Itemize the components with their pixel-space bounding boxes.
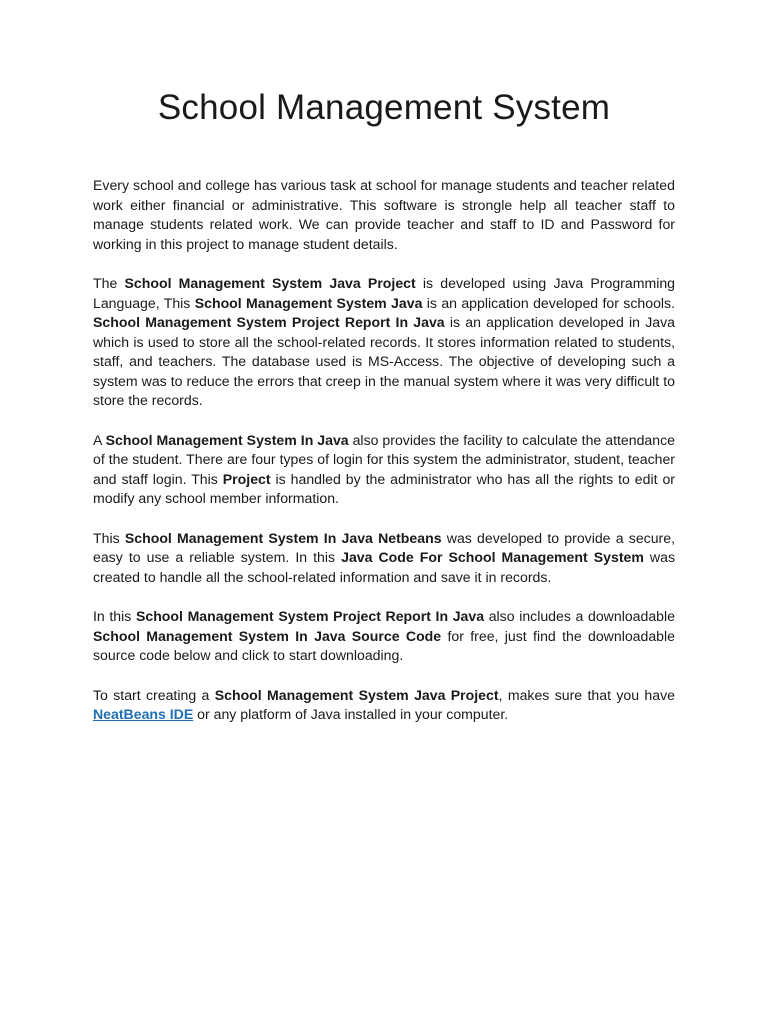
text-run: is an application developed in Java which is used to store all the school-related records. It stores information related to students, staff, and teachers. The database used is MS-Access. The objective of developing such a system was to reduce the errors that creep in the manual system where it was very difficult to store the records. [93,314,675,408]
text-run: , makes sure that you have [498,686,675,703]
text-run: In this [93,608,136,624]
text-run: The [93,275,125,291]
paragraph-getting-started [93,686,675,725]
text-run: also includes a downloadable [484,608,675,624]
text-run: is developed using Java Programming Language, This [93,275,676,311]
text-run: also provides the facility to calculate the attendance of the student. There are four types of login for this system the administrator, student, teacher and staff login. This [93,431,675,487]
paragraph-attendance [93,431,675,509]
text-run: To start creating a [93,686,215,703]
text-run: for free, just find the downloadable source code below and click to start downloading. [93,627,675,663]
bold-phrase: School Management System Java Project [214,686,499,703]
paragraph-java-project [93,274,675,411]
bold-phrase: School Management System Java [194,294,423,311]
bold-phrase: School Management System Project Report In Java [93,314,445,330]
paragraph-intro [93,176,675,254]
bold-phrase: School Management System In Java [105,431,349,448]
text-run: was developed to provide a secure, easy to use a reliable system. In this [93,529,676,565]
document-body [93,176,675,745]
text-run: is an application developed for schools. [422,294,676,311]
bold-phrase: Java Code For School Management System [341,549,644,565]
paragraph-source-code [93,607,675,666]
bold-phrase: School Management System Project Report In Java [135,608,485,624]
text-run: A [93,431,106,448]
page-title: School Management System [157,88,611,127]
bold-phrase: Project [222,470,271,487]
text-run: is handled by the administrator who has all the rights to edit or modify any school member information. [93,470,675,506]
text-run: was created to handle all the school-related information and save it in records. [93,549,675,585]
bold-phrase: School Management System In Java Source Code [93,627,442,644]
text-run: or any platform of Java installed in your computer. [193,706,509,722]
bold-phrase: School Management System In Java Netbeans [124,529,442,546]
text-run: Every school and college has various task at school for manage students and teacher related work either financial or administrative. This software is strongle help all teacher staff to manage students related work. We can provide teacher and staff to ID and Password for working in this project to manage student details. [93,177,675,252]
paragraph-netbeans [93,529,675,588]
bold-phrase: School Management System Java Project [124,275,416,291]
netbeans-ide-link[interactable]: NeatBeans IDE [93,706,194,722]
text-run: This [93,529,125,546]
